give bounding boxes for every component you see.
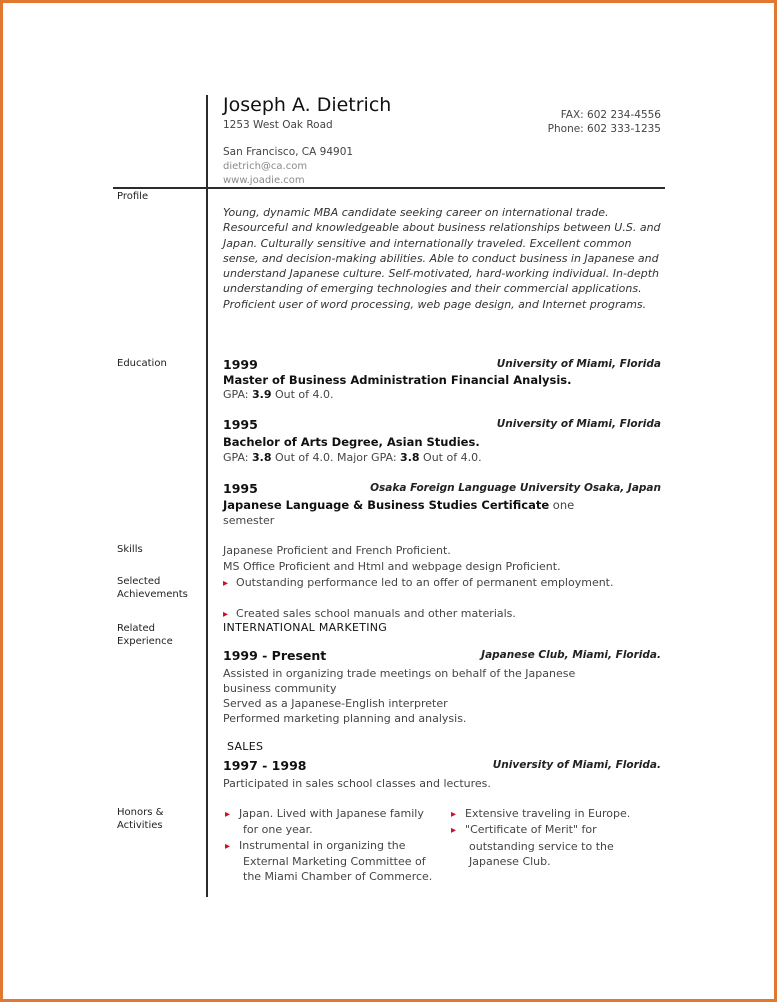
job-2-period: 1997 - 1998 xyxy=(223,758,307,773)
job-2-line-1: Participated in sales school classes and lectures. xyxy=(223,777,491,790)
job-1-line-4: Performed marketing planning and analysis. xyxy=(223,712,467,725)
edu-3-degree-cont: semester xyxy=(223,514,275,527)
job-1-line-1: Assisted in organizing trade meetings on behalf of the Japanese xyxy=(223,667,576,680)
edu-3-year: 1995 xyxy=(223,481,258,496)
label-honors-activities: Honors & Activities xyxy=(117,807,164,831)
label-related-experience: Related Experience xyxy=(117,623,173,647)
honors-left-column xyxy=(225,806,440,884)
honor-left-2: ▸ Instrumental in organizing the External Marketing Committee of the Miami Chamber of Commerce. xyxy=(225,838,440,885)
fax-number: FAX: 602 234-4556 xyxy=(560,109,661,121)
website[interactable]: www.joadie.com xyxy=(223,175,305,186)
honor-right-2: ▸ "Certificate of Merit" for outstanding service to the Japanese Club. xyxy=(451,822,663,869)
label-skills: Skills xyxy=(117,544,143,555)
phone-number: Phone: 602 333-1235 xyxy=(547,123,661,135)
job-1-line-3: Served as a Japanese-English interpreter xyxy=(223,697,448,710)
address-line-1: 1253 West Oak Road xyxy=(223,119,333,131)
edu-2-institution: University of Miami, Florida xyxy=(496,418,661,430)
job-1-line-2: business community xyxy=(223,682,337,695)
skill-1: Japanese Proficient and French Proficient. xyxy=(223,544,451,557)
edu-3-institution: Osaka Foreign Language University Osaka, Japan xyxy=(370,482,661,494)
skill-2: MS Office Proficient and Html and webpage design Proficient. xyxy=(223,560,561,573)
email[interactable]: dietrich@ca.com xyxy=(223,161,308,172)
edu-2-year: 1995 xyxy=(223,417,258,432)
achievement-2: ▸ Created sales school manuals and other materials. xyxy=(223,606,516,622)
label-profile: Profile xyxy=(117,191,149,202)
edu-1-year: 1999 xyxy=(223,357,258,372)
edu-1-institution: University of Miami, Florida xyxy=(496,358,661,370)
edu-2-gpa: GPA: 3.8 Out of 4.0. Major GPA: 3.8 Out of 4.0. xyxy=(223,451,482,464)
profile-text: Young, dynamic MBA candidate seeking career on international trade. Resourceful and knowledgeable about business relationships between U.S. and Japan. Culturally sensitive and internationally traveled. Excellent common sense, and decision-making abilities. Able to conduct business in Japanese and understand Japanese culture. Self-motivated, hard-working individual. In-depth understanding of emerging technologies and their commercial applications. Proficient user of word processing, web page design, and Internet programs. xyxy=(223,206,661,311)
edu-2-degree: Bachelor of Arts Degree, Asian Studies. xyxy=(223,435,480,449)
experience-heading-sales: SALES xyxy=(227,740,264,753)
edu-1-degree: Master of Business Administration Financial Analysis. xyxy=(223,373,572,387)
honors-right-column xyxy=(451,806,663,869)
resume-name: Joseph A. Dietrich xyxy=(223,94,392,116)
label-selected-achievements: Selected Achievements xyxy=(117,576,188,600)
edu-3-degree: Japanese Language & Business Studies Certificate one xyxy=(223,498,575,512)
edu-1-gpa: GPA: 3.9 Out of 4.0. xyxy=(223,388,334,401)
job-1-org: Japanese Club, Miami, Florida. xyxy=(481,649,661,661)
achievement-1: ▸ Outstanding performance led to an offer of permanent employment. xyxy=(223,575,641,591)
honor-right-1: ▸ Extensive traveling in Europe. xyxy=(451,806,663,822)
contact-block xyxy=(548,108,661,136)
address-line-2: San Francisco, CA 94901 xyxy=(223,146,354,158)
experience-heading-intl-marketing: INTERNATIONAL MARKETING xyxy=(223,621,388,634)
honor-left-1: ▸ Japan. Lived with Japanese family for one year. xyxy=(225,806,440,838)
job-1-period: 1999 - Present xyxy=(223,648,327,663)
job-2-org: University of Miami, Florida. xyxy=(492,759,661,771)
vertical-divider xyxy=(206,95,208,897)
label-education: Education xyxy=(117,358,167,369)
header-divider xyxy=(113,187,665,189)
